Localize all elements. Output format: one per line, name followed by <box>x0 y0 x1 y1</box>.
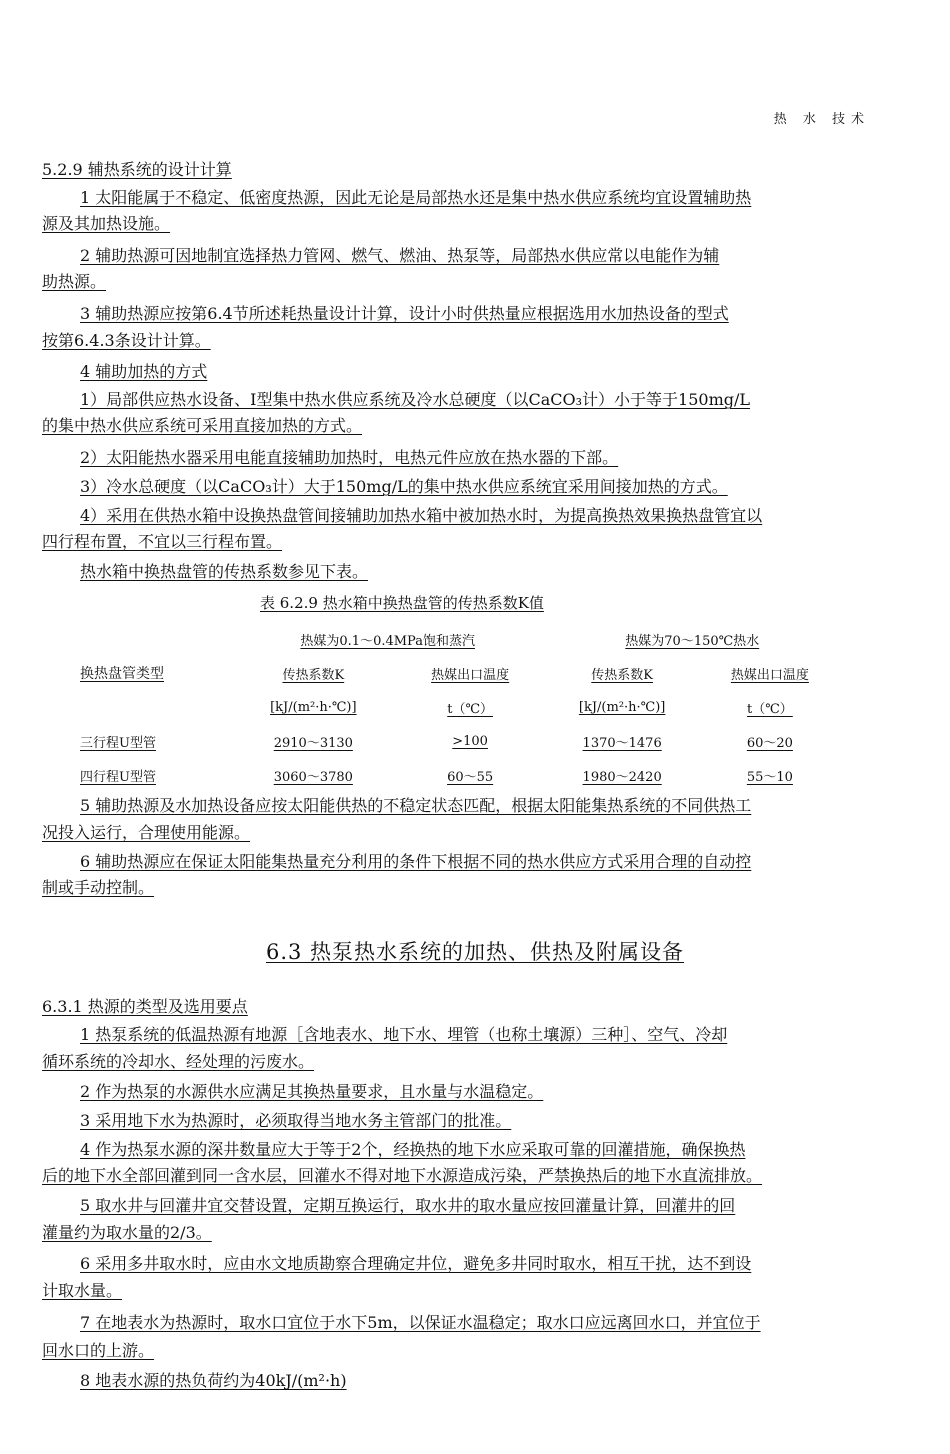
paragraph-line: 3 采用地下水为热源时，必须取得当地水务主管部门的批准。 <box>80 1111 512 1130</box>
table-cell: 2910～3130 <box>273 735 353 751</box>
col-header-t-unit: t（℃） <box>447 701 493 717</box>
table-row <box>80 758 840 792</box>
table-cell: 60～20 <box>746 735 793 751</box>
paragraph-line: 3 辅助热源应按第6.4节所述耗热量设计计算，设计小时供热量应根据选用水加热设备的型式 <box>80 304 729 323</box>
table-caption: 表 6.2.9 热水箱中换热盘管的传热系数K值 <box>260 594 544 612</box>
col-header-t-unit: t（℃） <box>747 701 793 717</box>
paragraph-line: 2）太阳能热水器采用电能直接辅助加热时，电热元件应放在热水器的下部。 <box>80 448 619 467</box>
col-header-type: 换热盘管类型 <box>80 666 164 682</box>
paragraph-line: 7 在地表水为热源时，取水口宜位于水下5m，以保证水温稳定；取水口应远离回水口，并宜位于 <box>80 1313 761 1332</box>
paragraph-line: 四行程布置，不宜以三行程布置。 <box>42 532 283 551</box>
paragraph-line: 3）冷水总硬度（以CaCO₃计）大于150mg/L的集中热水供应系统宜采用间接加热的方式。 <box>80 477 728 496</box>
table-header-row <box>80 622 840 656</box>
paragraph-line: 1 太阳能属于不稳定、低密度热源，因此无论是局部热水还是集中热水供应系统均宜设置辅助热 <box>80 188 752 207</box>
paragraph-line: 热水箱中换热盘管的传热系数参见下表。 <box>80 562 369 581</box>
paragraph-line: 6 辅助热源应在保证太阳能集热量充分利用的条件下根据不同的热水供应方式采用合理的自动控 <box>80 852 752 871</box>
section-heading: 5.2.9 辅热系统的设计计算 <box>42 160 232 179</box>
col-header-k-unit: [kJ/(m²·h·℃)] <box>578 699 666 715</box>
paragraph-line: 6 采用多井取水时，应由水文地质勘察合理确定井位，避免多井同时取水，相互干扰，达不到设 <box>80 1254 752 1273</box>
paragraph-line: 4 辅助加热的方式 <box>80 362 208 381</box>
paragraph-line: 灌量约为取水量的2/3。 <box>42 1223 212 1242</box>
table-row <box>80 724 840 758</box>
group-header-steam: 热媒为0.1～0.4MPa饱和蒸汽 <box>300 633 475 649</box>
paragraph-line: 助热源。 <box>42 272 107 291</box>
paragraph-line: 后的地下水全部回灌到同一含水层，回灌水不得对地下水源造成污染，严禁换热后的地下水直流排放。 <box>42 1166 763 1185</box>
table-cell: 60～55 <box>447 769 494 785</box>
paragraph-line: 4 作为热泵水源的深井数量应大于等于2个，经换热的地下水应采取可靠的回灌措施，确保换热 <box>80 1140 746 1159</box>
paragraph-line: 8 地表水源的热负荷约为40kJ/(m²·h) <box>80 1371 347 1390</box>
table-cell: 1370～1476 <box>582 735 662 751</box>
paragraph-line: 况投入运行，合理使用能源。 <box>42 823 251 842</box>
page-header: 热 水 技术 <box>773 112 870 127</box>
paragraph-line: 4）采用在供热水箱中设换热盘管间接辅助加热水箱中被加热水时，为提高换热效果换热盘管宜以 <box>80 506 763 525</box>
paragraph-line: 2 辅助热源可因地制宜选择热力管网、燃气、燃油、热泵等，局部热水供应常以电能作为辅 <box>80 246 720 265</box>
section-title: 6.3 热泵热水系统的加热、供热及附属设备 <box>265 940 685 964</box>
paragraph-line: 5 取水井与回灌井宜交替设置，定期互换运行，取水井的取水量应按回灌量计算，回灌井的回 <box>80 1196 736 1215</box>
paragraph-line: 5 辅助热源及水加热设备应按太阳能供热的不稳定状态匹配，根据太阳能集热系统的不同供热工 <box>80 796 752 815</box>
paragraph-line: 2 作为热泵的水源供水应满足其换热量要求，且水量与水温稳定。 <box>80 1082 544 1101</box>
table-cell: 3060～3780 <box>273 769 353 785</box>
paragraph-line: 计取水量。 <box>42 1281 123 1300</box>
group-header-hotwater: 热媒为70～150℃热水 <box>625 633 760 649</box>
heat-transfer-table <box>80 622 840 792</box>
table-cell: 1980～2420 <box>582 769 662 785</box>
paragraph-line: 1 热泵系统的低温热源有地源［含地表水、地下水、埋管（也称土壤源）三种］、空气、冷却 <box>80 1025 728 1044</box>
col-header-k: 传热系数K <box>282 667 345 683</box>
subsection-heading: 6.3.1 热源的类型及选用要点 <box>42 997 248 1016</box>
paragraph-line: 按第6.4.3条设计计算。 <box>42 331 211 350</box>
paragraph-line: 的集中热水供应系统可采用直接加热的方式。 <box>42 416 363 435</box>
col-header-t: 热媒出口温度 <box>431 667 510 683</box>
col-header-k: 传热系数K <box>591 667 653 683</box>
paragraph-line: 制或手动控制。 <box>42 878 155 897</box>
col-header-t: 热媒出口温度 <box>730 667 809 683</box>
table-cell: 四行程U型管 <box>80 769 156 785</box>
table-cell: 55～10 <box>746 769 793 785</box>
paragraph-line: 回水口的上游。 <box>42 1341 155 1360</box>
table-cell: >100 <box>452 733 488 749</box>
table-cell: 三行程U型管 <box>80 735 156 751</box>
paragraph-line: 源及其加热设施。 <box>42 214 171 233</box>
paragraph-line: 1）局部供应热水设备、Ⅰ型集中热水供应系统及冷水总硬度（以CaCO₃计）小于等于150mg/L <box>80 390 751 409</box>
paragraph-line: 循环系统的冷却水、经处理的污废水。 <box>42 1052 315 1071</box>
col-header-k-unit: [kJ/(m²·h·℃)] <box>270 699 357 715</box>
